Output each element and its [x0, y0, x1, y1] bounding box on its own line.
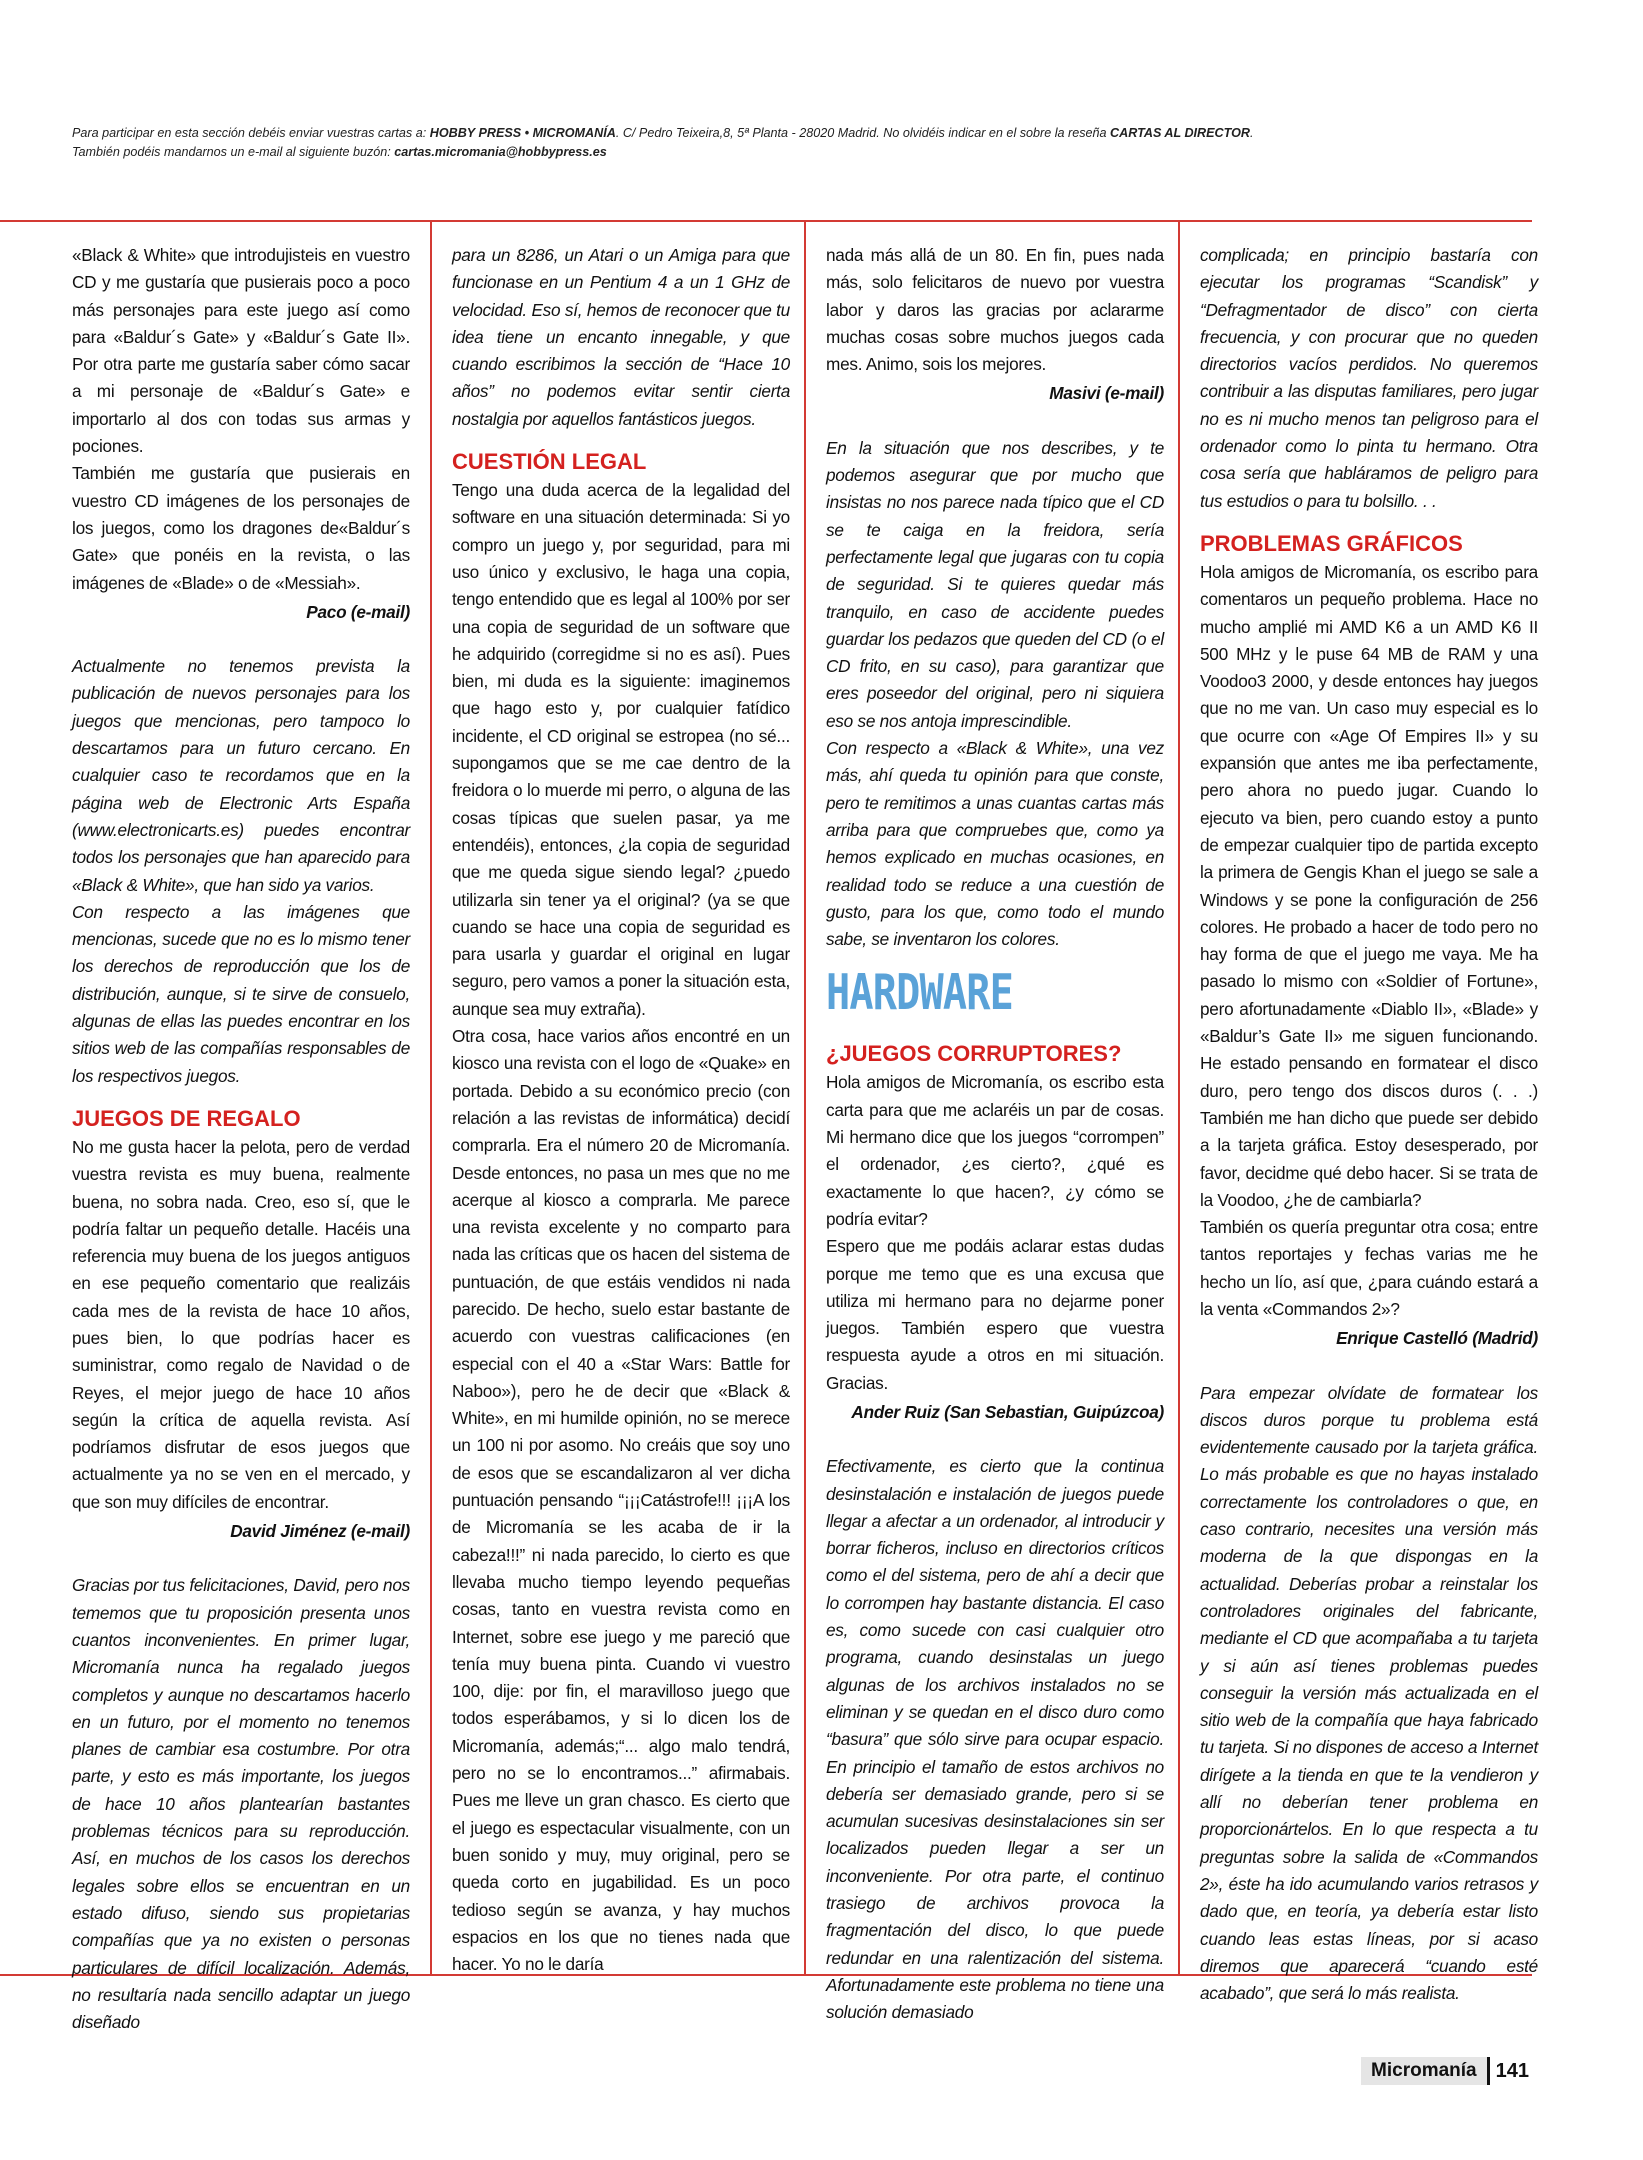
letter-paragraph: También me gustaría que pusierais en vuestro CD imágenes de los personajes de los juegos, como los dragones de«Baldur´s Gate» que ponéis en la revista, o las imágenes de «Blade» o de «Messiah».	[72, 463, 410, 593]
letter-paragraph: nada más allá de un 80. En fin, pues nada más, solo felicitaros de nuevo por vuestra labor y daros las gracias por aclararme muchas cosas sobre muchos juegos cada mes. Animo, sois los mejores.	[826, 245, 1164, 375]
reply-paragraph: para un 8286, un Atari o un Amiga para que funcionase en un Pentium 4 a un 1 GHz de velocidad. Eso sí, hemos de reconocer que tu idea tiene un encanto innegable, y que cuando escribimos la sección de “Hace 10 años” no podemos evitar sentir cierta nostalgia por aquellos fantásticos juegos.	[452, 245, 790, 429]
letter-paragraph: También os quería preguntar otra cosa; entre tantos reportajes y fechas varias me he hecho un lío, así que, ¿para cuándo estará a la venta «Commandos 2»?	[1200, 1217, 1538, 1319]
column-2	[452, 242, 790, 1978]
section-heading: ¿JUEGOS CORRUPTORES?	[826, 1041, 1122, 1067]
reply-paragraph: Gracias por tus felicitaciones, David, pero nos tememos que tu proposición presenta unos cuantos inconvenientes. En primer lugar, Micromanía nunca ha regalado juegos completos y aunque no descartamos hacerlo en un futuro, por el momento no tenemos planes de cambiar esa costumbre. Por otra parte, y esto es más importante, los juegos de hace 10 años plantearían bastantes problemas técnicos para su reproducción. Así, en muchos de los casos los derechos legales sobre ellos se encuentran en un estado difuso, siendo sus propietarias compañías que ya no existen o personas particulares de difícil localización. Además, no resultaría nada sencillo adaptar un juego diseñado	[72, 1575, 410, 2033]
letter-paragraph: No me gusta hacer la pelota, pero de verdad vuestra revista es muy buena, realmente buena, no sobra nada. Creo, eso sí, que le podría faltar un pequeño detalle. Hacéis una referencia muy buena de los juegos antiguos en ese pequeño comentario que realizáis cada mes de la revista de hace 10 años, pues bien, lo que podrías hacer es suministrar, como regalo de Navidad o de Reyes, el mejor juego de hace 10 años según la crítica de aquella revista. Así podríamos disfrutar de esos juegos que actualmente ya no se ven en el mercado, y que son muy difíciles de encontrar.	[72, 1136, 410, 1512]
column-divider-1	[430, 220, 432, 1976]
page-footer	[1361, 2057, 1533, 2085]
page-number: 141	[1495, 2060, 1529, 2082]
letter-signature: Masivi (e-mail)	[1049, 383, 1164, 404]
section-heading: JUEGOS DE REGALO	[72, 1105, 301, 1131]
submission-line-2: También podéis mandarnos un e-mail al siguiente buzón: cartas.micromania@hobbypress.es	[72, 145, 607, 159]
letter-signature: David Jiménez (e-mail)	[230, 1521, 410, 1542]
email-address: cartas.micromania@hobbypress.es	[394, 145, 607, 159]
section-tag: CARTAS AL DIRECTOR	[1110, 126, 1250, 140]
reply-paragraph: Efectivamente, es cierto que la continua desinstalación e instalación de juegos puede llegar a afectar a un ordenador, al introducir y borrar ficheros, incluso en directorios críticos como el del sistema, pero de ahí a decir que lo corrompen hay bastante distancia. El caso es, como sucede con casi cualquier otro programa, cuando desinstalas un juego algunas de los archivos instalados no se eliminan y se quedan en el disco duro como “basura” que sólo sirve para ocupar espacio. En principio el tamaño de estos archivos no debería ser demasiado grande, pero si se acumulan sucesivas desinstalaciones sin ser localizados pueden llegar a ser un inconveniente. Por otra parte, el continuo trasiego de archivos provoca la fragmentación del disco, lo que puede redundar en una ralentización del sistema. Afortunadamente este problema no tiene una solución demasiado	[826, 1456, 1164, 2023]
submission-note	[72, 124, 1472, 162]
letter-signature: Paco (e-mail)	[306, 601, 410, 622]
letter-paragraph: Tengo una duda acerca de la legalidad del software en una situación determinada: Si yo compro un juego y, por seguridad, para mi uso único y exclusivo, le haga una copia, tengo entendido que es legal al 100% por ser una copia de seguridad de un software que he adquirido (corregidme si no es así). Pues bien, mi duda es la siguiente: imaginemos que hago esto y, por cualquier fatídico incidente, el CD original se estropea (no sé... supongamos que se me cae dentro de la freidora o lo muerde mi perro, o alguna de las cosas típicas que suelen pasar, ya me entendéis), entonces, ¿la copia de seguridad que me queda sigue siendo legal? ¿puedo utilizarla sin tener ya el original? (ya se que cuando se hace una copia de seguridad es para usarla y guardar el original en lugar seguro, pero vamos a poner la situación esta, aunque sea muy extraña).	[452, 480, 790, 1019]
reply-paragraph: En la situación que nos describes, y te podemos asegurar que por mucho que insistas no nos parece nada típico que el CD se te caiga en la freidora, sería perfectamente legal que jugaras con tu copia de seguridad. Si te quieres quedar más tranquilo, en caso de accidente puedes guardar los pedazos que queden del CD (o el CD frito, en su caso), para garantizar que eres poseedor del original, pero ni siquiera eso se nos antoja imprescindible.	[826, 437, 1164, 731]
reply-paragraph: Con respecto a las imágenes que mencionas, sucede que no es lo mismo tener los derechos de reproducción que los de distribución, aunque, si te sirve de consuelo, algunas de ellas las puedes encontrar en los sitios web de las compañías responsables de los respectivos juegos.	[72, 901, 410, 1086]
section-heading: CUESTIÓN LEGAL	[452, 449, 647, 475]
column-1	[72, 242, 410, 2036]
column-4	[1200, 242, 1538, 2007]
letter-paragraph: Espero que me podáis aclarar estas dudas porque me temo que es una excusa que utiliza mi hermano para no dejarme poner juegos. También espero que vuestra respuesta ayude a otros en mi situación. Gracias.	[826, 1236, 1164, 1393]
column-3	[826, 242, 1164, 2027]
magazine-logo: Micromanía	[1361, 2057, 1490, 2085]
letter-signature: Ander Ruiz (San Sebastian, Guipúzcoa)	[851, 1401, 1164, 1422]
publisher-name: HOBBY PRESS • MICROMANÍA	[429, 126, 616, 140]
letter-paragraph: «Black & White» que introdujisteis en vuestro CD y me gustaría que pusierais poco a poco más personajes para este juego así como para «Baldur´s Gate» y «Baldur´s Gate II». Por otra parte me gustaría saber cómo sacar a mi personaje de «Baldur´s Gate» e importarlo al dos con todas sus armas y pociones.	[72, 245, 410, 457]
top-rule	[0, 220, 1532, 222]
hardware-section-title: HARDWARE	[826, 964, 1013, 1022]
submission-line-1: Para participar en esta sección debéis enviar vuestras cartas a: HOBBY PRESS • MICROMANÍA. C/ Pedro Teixeira,8, 5ª Planta - 28020 Madrid. No olvidéis indicar en el sobre la reseña CARTAS AL DIRECTOR.	[72, 126, 1254, 140]
letter-paragraph: Hola amigos de Micromanía, os escribo para comentaros un pequeño problema. Hace no mucho amplié mi AMD K6 a un AMD K6 II 500 MHz y le puse 64 MB de RAM y una Voodoo3 2000, y desde entonces hay juegos que no me van. Un caso muy especial es lo que ocurre con «Age Of Empires II» y su expansión que antes me iba perfectamente, pero ahora no puedo jugar. Cuando lo ejecuto va bien, pero cuando estoy a punto de empezar cualquier tipo de partida excepto la primera de Gengis Khan el juego se sale a Windows y se pone la configuración de 256 colores. He probado a hacer de todo pero no hay forma de que el juego me vaya. Me ha pasado lo mismo con «Soldier of Fortune», pero afortunadamente «Diablo II», «Blade» y «Baldur’s Gate II» me siguen funcionando. He estado pensando en formatear el disco duro, pero tengo dos discos duros (. . .) También me han dicho que puede ser debido a la tarjeta gráfica. Estoy desesperado, por favor, decidme qué debo hacer. Si se trata de la Voodoo, ¿he de cambiarla?	[1200, 561, 1538, 1210]
reply-paragraph: Actualmente no tenemos prevista la publicación de nuevos personajes para los juegos que mencionas, pero tampoco lo descartamos para un futuro cercano. En cualquier caso te recordamos que en la página web de Electronic Arts España (www.electronicarts.es) puedes encontrar todos los personajes que han aparecido para «Black & White», que han sido ya varios.	[72, 656, 410, 895]
reply-paragraph: complicada; en principio bastaría con ejecutar los programas “Scandisk” y “Defragmentador de disco” con cierta frecuencia, y con procurar que no queden directorios vacíos perdidos. No queremos contribuir a las disputas familiares, pero jugar no es ni mucho menos tan peligroso para el ordenador como lo pinta tu hermano. Otra cosa sería que habláramos de peligro para tus estudios o para tu bolsillo. . .	[1200, 245, 1538, 511]
reply-paragraph: Para empezar olvídate de formatear los discos duros porque tu problema está evidentemente causado por la tarjeta gráfica. Lo más probable es que no hayas instalado correctamente los controladores o que, en caso contrario, necesites una versión más moderna de la que dispongas en la actualidad. Deberías probar a reinstalar los controladores originales del fabricante, mediante el CD que acompañaba a tu tarjeta y si aún así tienes problemas puedes conseguir la versión más actualizada en el sitio web de la compañía que haya fabricado tu tarjeta. Si no dispones de acceso a Internet dirígete a la tienda en que te la vendieron y allí no deberían tener problema en proporcionártelos. En lo que respecta a tu preguntas sobre la salida de «Commandos 2», éste ha ido acumulando varios retrasos y dado que, en teoría, ya debería estar listo cuando leas estas líneas, por si acaso diremos que aparecerá “cuando esté acabado”, que será lo más realista.	[1200, 1382, 1538, 2004]
letter-paragraph: Hola amigos de Micromanía, os escribo esta carta para que me aclaréis un par de cosas. Mi hermano dice que los juegos “corrompen” el ordenador, ¿es cierto?, ¿qué es exactamente lo que hacen?, ¿y cómo se podría evitar?	[826, 1072, 1164, 1229]
section-heading: PROBLEMAS GRÁFICOS	[1200, 530, 1463, 556]
reply-paragraph: Con respecto a «Black & White», una vez más, ahí queda tu opinión para que conste, pero te remitimos a unas cuantas cartas más arriba para que compruebes que, como ya hemos explicado en muchas ocasiones, en realidad todo se reduce a una cuestión de gusto, para los que, como todo el mundo sabe, se inventaron los colores.	[826, 738, 1164, 950]
letter-paragraph: Otra cosa, hace varios años encontré en un kiosco una revista con el logo de «Quake» en portada. Debido a su económico precio (con relación a las revistas de informática) decidí comprarla. Era el número 20 de Micromanía. Desde entonces, no pasa un mes que no me acerque al kiosco a comprarla. Me parece una revista excelente y no comparto para nada las críticas que os hacen del sistema de puntuación, de que estáis vendidos ni nada parecido. De hecho, suelo estar bastante de acuerdo con vuestras calificaciones (en especial con el 40 a «Star Wars: Battle for Naboo»), pero he de decir que «Black & White», en mi humilde opinión, no se merece un 100 ni por asomo. No creáis que soy uno de esos que se escandalizaron al ver dicha puntuación pensando “¡¡¡Catástrofe!!! ¡¡¡A los de Micromanía se les acaba de ir la cabeza!!!” ni nada parecido, lo cierto es que llevaba mucho tiempo leyendo pequeñas cosas, tanto en vuestra revista como en Internet, sobre ese juego y me pareció que tenía muy buena pinta. Cuando vi vuestro 100, dije: por fin, el maravilloso juego que todos esperábamos, y si lo dicen los de Micromanía, además;“... algo malo tendrá, pero no se lo encontramos...” afirmabais. Pues me lleve un gran chasco. Es cierto que el juego es espectacular visualmente, con un buen sonido y muy, muy original, pero se queda corto en jugabilidad. Es un poco tedioso según se avanza, y hay muchos espacios en los que no tienes nada que hacer. Yo no le daría	[452, 1026, 790, 1975]
letter-signature: Enrique Castelló (Madrid)	[1336, 1328, 1538, 1349]
column-divider-2	[804, 220, 806, 1976]
column-divider-3	[1178, 220, 1180, 1976]
